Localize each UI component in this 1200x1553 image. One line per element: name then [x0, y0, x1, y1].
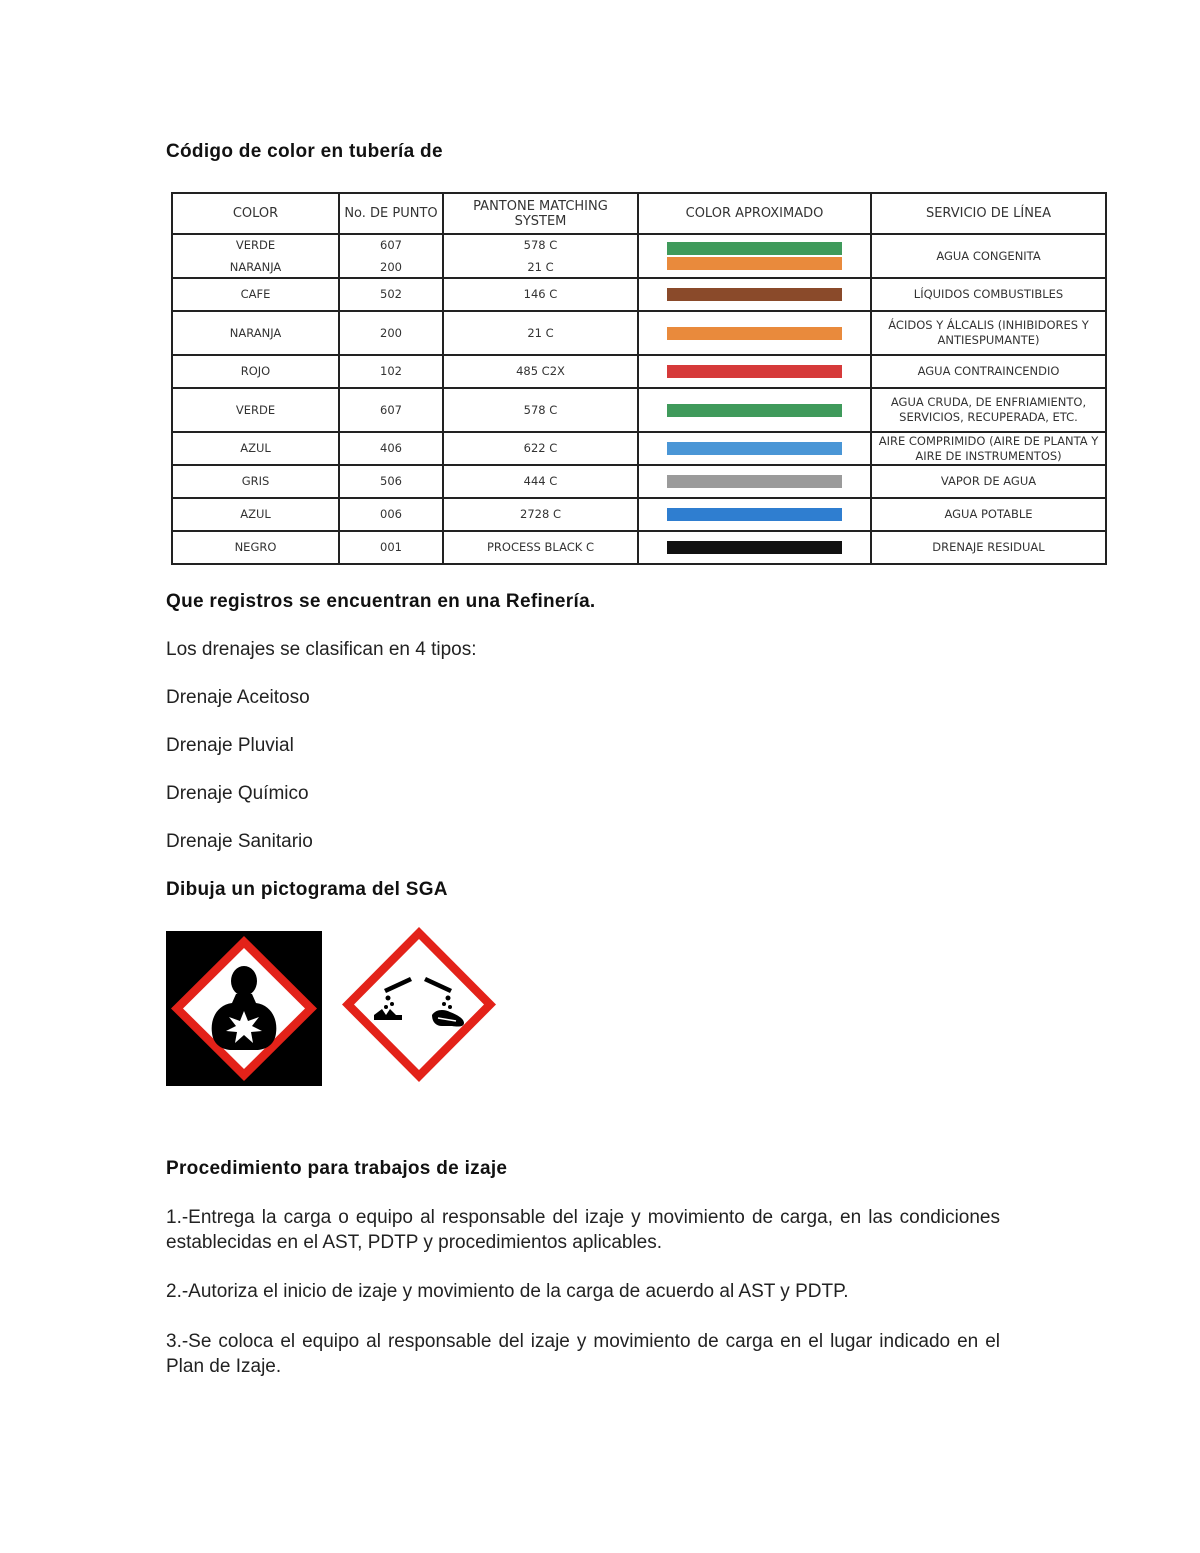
color-swatch [667, 508, 842, 521]
cell-color: AZUL [172, 432, 339, 465]
cell-swatch [638, 432, 871, 465]
cell-pantone: 578 C [443, 388, 638, 432]
cell-pantone: PROCESS BLACK C [443, 531, 638, 564]
cell-swatch [638, 498, 871, 531]
table-row [172, 234, 1106, 278]
table-header-row [172, 193, 1106, 234]
cell-punto: 506 [339, 465, 443, 498]
procedure-step: 2.-Autoriza el inicio de izaje y movimiento de la carga de acuerdo al AST y PDTP. [166, 1281, 849, 1302]
cell-swatch [638, 278, 871, 311]
color-swatch [667, 541, 842, 554]
cell-color: VERDE [172, 388, 339, 432]
section-title-izaje: Procedimiento para trabajos de izaje [166, 1158, 508, 1179]
cell-color [172, 234, 339, 278]
section-title-pictograma: Dibuja un pictograma del SGA [166, 879, 448, 900]
list-item: Drenaje Aceitoso [166, 687, 310, 708]
cell-color: AZUL [172, 498, 339, 531]
cell-pantone: 146 C [443, 278, 638, 311]
table-row [172, 465, 1106, 498]
table-row [172, 388, 1106, 432]
cell-color: CAFE [172, 278, 339, 311]
header-pantone: PANTONE MATCHING SYSTEM [443, 193, 638, 234]
color-swatch [667, 288, 842, 301]
cell-servicio: LÍQUIDOS COMBUSTIBLES [871, 278, 1106, 311]
color-swatch [667, 475, 842, 488]
color-swatch [667, 242, 842, 255]
header-color-aproximado: COLOR APROXIMADO [638, 193, 871, 234]
cell-punto-a: 607 [380, 237, 402, 252]
cell-punto: 200 [339, 311, 443, 355]
header-servicio: SERVICIO DE LÍNEA [871, 193, 1106, 234]
cell-servicio: AGUA CRUDA, DE ENFRIAMIENTO, SERVICIOS, RECUPERADA, ETC. [871, 388, 1106, 432]
cell-color: ROJO [172, 355, 339, 388]
cell-color-a: VERDE [235, 237, 276, 252]
table-row [172, 531, 1106, 564]
cell-pantone-a: 578 C [523, 237, 558, 252]
list-item: Drenaje Pluvial [166, 735, 294, 756]
list-item: Drenaje Sanitario [166, 831, 313, 852]
drenajes-intro: Los drenajes se clasifican en 4 tipos: [166, 639, 477, 660]
cell-servicio: AGUA CONTRAINCENDIO [871, 355, 1106, 388]
cell-punto-b: 200 [380, 259, 402, 274]
cell-color-b: NARANJA [229, 259, 282, 274]
cell-punto: 001 [339, 531, 443, 564]
list-item: Drenaje Químico [166, 783, 309, 804]
table-row [172, 278, 1106, 311]
table-row [172, 432, 1106, 465]
cell-color: NARANJA [172, 311, 339, 355]
cell-servicio: VAPOR DE AGUA [871, 465, 1106, 498]
cell-punto: 502 [339, 278, 443, 311]
cell-servicio: DRENAJE RESIDUAL [871, 531, 1106, 564]
cell-punto: 006 [339, 498, 443, 531]
cell-pantone [443, 234, 638, 278]
color-swatch [667, 257, 842, 270]
header-punto: No. DE PUNTO [339, 193, 443, 234]
cell-swatch [638, 388, 871, 432]
table-row [172, 498, 1106, 531]
cell-swatch [638, 465, 871, 498]
cell-swatch [638, 311, 871, 355]
cell-swatch [638, 234, 871, 278]
cell-pantone: 622 C [443, 432, 638, 465]
cell-pantone: 21 C [443, 311, 638, 355]
header-color: COLOR [172, 193, 339, 234]
color-swatch [667, 365, 842, 378]
cell-pantone: 2728 C [443, 498, 638, 531]
cell-swatch [638, 355, 871, 388]
procedure-step: 1.-Entrega la carga o equipo al responsable del izaje y movimiento de carga, en las condiciones establecidas en el AST, PDTP y procedimientos aplicables. [166, 1207, 1000, 1253]
cell-punto [339, 234, 443, 278]
table-row [172, 355, 1106, 388]
cell-servicio: AGUA POTABLE [871, 498, 1106, 531]
section-title-registros: Que registros se encuentran en una Refinería. [166, 591, 596, 612]
cell-servicio: ÁCIDOS Y ÁLCALIS (INHIBIDORES Y ANTIESPUMANTE) [871, 311, 1106, 355]
cell-pantone: 444 C [443, 465, 638, 498]
procedure-step: 3.-Se coloca el equipo al responsable del izaje y movimiento de carga en el lugar indicado en el Plan de Izaje. [166, 1331, 1000, 1377]
cell-punto: 102 [339, 355, 443, 388]
cell-servicio: AIRE COMPRIMIDO (AIRE DE PLANTA Y AIRE DE INSTRUMENTOS) [871, 432, 1106, 465]
cell-swatch [638, 531, 871, 564]
cell-pantone: 485 C2X [443, 355, 638, 388]
table-row [172, 311, 1106, 355]
pipe-color-table [171, 192, 1107, 565]
color-swatch [667, 404, 842, 417]
color-swatch [667, 442, 842, 455]
cell-punto: 406 [339, 432, 443, 465]
cell-servicio: AGUA CONGENITA [871, 234, 1106, 278]
cell-pantone-b: 21 C [527, 259, 554, 274]
color-swatch [667, 327, 842, 340]
section-title-color-code: Código de color en tubería de [166, 141, 443, 162]
health-hazard-pictogram-icon [166, 931, 322, 1086]
cell-color: GRIS [172, 465, 339, 498]
corrosive-pictogram-icon [338, 923, 500, 1086]
cell-color: NEGRO [172, 531, 339, 564]
cell-punto: 607 [339, 388, 443, 432]
